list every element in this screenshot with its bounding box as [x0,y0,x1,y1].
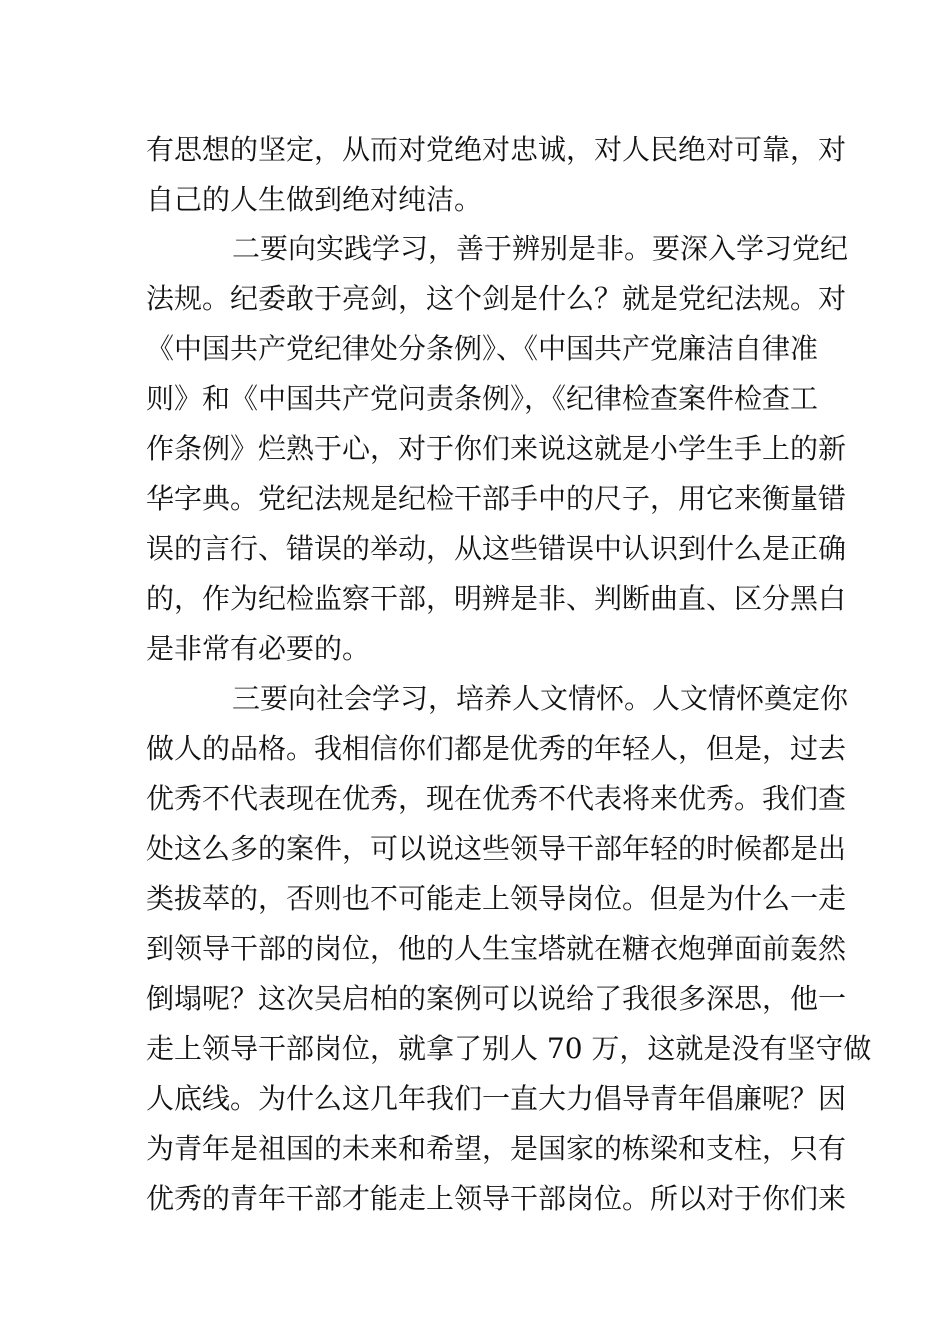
text-line-14: 优秀不代表现在优秀，现在优秀不代表将来优秀。我们查 [146,782,847,815]
text-line-10: 的，作为纪检监察干部，明辨是非、判断曲直、区分黑白 [146,582,847,615]
text-line-7: 作条例》烂熟于心，对于你们来说这就是小学生手上的新 [146,432,847,465]
text-line-4: 法规。纪委敢于亮剑，这个剑是什么？就是党纪法规。对 [146,282,847,315]
text-line-9: 误的言行、错误的举动，从这些错误中认识到什么是正确 [146,532,847,565]
text-line-21: 为青年是祖国的未来和希望，是国家的栋梁和支柱，只有 [146,1132,847,1165]
text-line-18: 倒塌呢？这次吴启柏的案例可以说给了我很多深思，他一 [146,982,847,1015]
paragraph-2-first-line: 二要向实践学习，善于辨别是非。要深入学习党纪 [232,232,849,265]
text-line-5: 《中国共产党纪律处分条例》、《中国共产党廉洁自律准 [146,332,819,365]
text-line-8: 华字典。党纪法规是纪检干部手中的尺子，用它来衡量错 [146,482,847,515]
text-line-22: 优秀的青年干部才能走上领导干部岗位。所以对于你们来 [146,1182,847,1215]
paragraph-3-first-line: 三要向社会学习，培养人文情怀。人文情怀奠定你 [232,682,849,715]
text-line-11: 是非常有必要的。 [146,632,371,665]
text-line-2: 自己的人生做到绝对纯洁。 [146,183,483,216]
text-line-1: 有思想的坚定，从而对党绝对忠诚，对人民绝对可靠，对 [146,133,847,166]
text-line-20: 人底线。为什么这几年我们一直大力倡导青年倡廉呢？因 [146,1082,847,1115]
text-line-19: 走上领导干部岗位，就拿了别人 70 万，这就是没有坚守做 [146,1032,872,1065]
text-line-15: 处这么多的案件，可以说这些领导干部年轻的时候都是出 [146,832,847,865]
text-line-16: 类拔萃的，否则也不可能走上领导岗位。但是为什么一走 [146,882,847,915]
text-line-6: 则》和《中国共产党问责条例》，《纪律检查案件检查工 [146,382,819,415]
text-line-17: 到领导干部的岗位，他的人生宝塔就在糖衣炮弹面前轰然 [146,932,847,965]
text-line-13: 做人的品格。我相信你们都是优秀的年轻人，但是，过去 [146,732,847,765]
